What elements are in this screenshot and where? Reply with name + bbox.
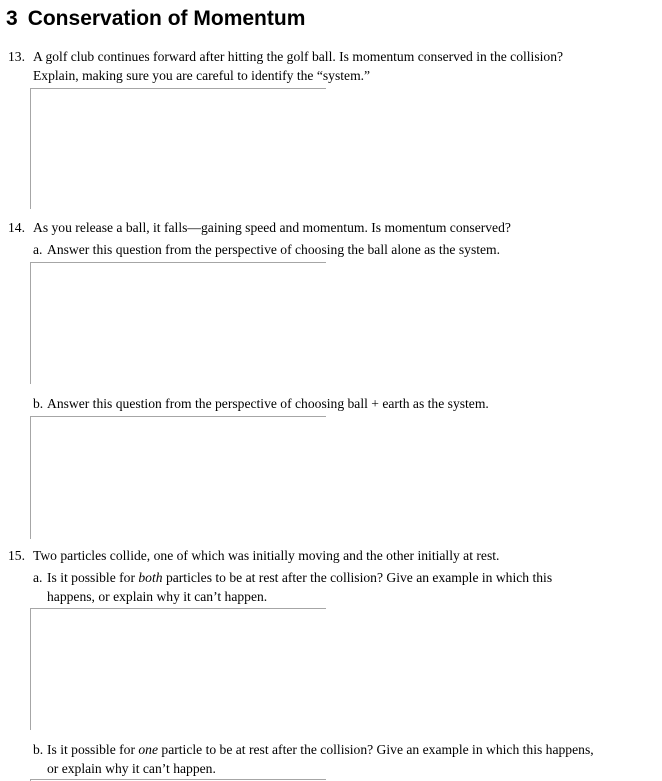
answer-box-14a[interactable] — [30, 262, 326, 384]
question-14a-label: a. — [33, 242, 43, 257]
question-15b-text-start: Is it possible for — [47, 742, 139, 757]
question-15a-text-start: Is it possible for — [47, 570, 139, 585]
question-13-line-2: Explain, making sure you are careful to identify the “system.” — [33, 68, 371, 83]
question-15a-label: a. — [33, 570, 43, 585]
question-14-prompt: As you release a ball, it falls—gaining speed and momentum. Is momentum conserved? — [33, 220, 511, 235]
section-number: 3 — [6, 7, 18, 30]
question-14b-label: b. — [33, 396, 44, 411]
question-15a-text-end: particles to be at rest after the collision? Give an example in which this — [162, 570, 553, 585]
question-15-number: 15. — [8, 548, 25, 563]
section-title-text: Conservation of Momentum — [27, 7, 306, 30]
question-14-line — [8, 219, 511, 237]
question-15a-line-2: happens, or explain why it can’t happen. — [47, 589, 268, 604]
question-15a-line-1 — [33, 569, 553, 587]
answer-box-14b[interactable] — [30, 416, 326, 539]
question-13-line-1 — [8, 48, 564, 66]
question-13-number: 13. — [8, 49, 25, 64]
question-15-prompt: Two particles collide, one of which was initially moving and the other initially at rest. — [33, 548, 500, 563]
question-15b-line-1 — [33, 741, 594, 759]
question-15b-label: b. — [33, 742, 44, 757]
question-15b-line-2: or explain why it can’t happen. — [47, 761, 216, 776]
answer-box-15a[interactable] — [30, 608, 326, 730]
question-14a-line — [33, 241, 501, 259]
question-14b-line — [33, 395, 489, 413]
question-15-line — [8, 547, 500, 565]
question-15b-text-1 — [47, 741, 594, 759]
question-14b-text: Answer this question from the perspective of choosing ball + earth as the system. — [47, 396, 489, 411]
question-13-text-1: A golf club continues forward after hitting the golf ball. Is momentum conserved in the collision? — [33, 49, 564, 64]
question-14a-text: Answer this question from the perspective of choosing the ball alone as the system. — [47, 242, 501, 257]
section-title — [6, 6, 305, 32]
question-15a-emphasis: both — [138, 570, 163, 585]
question-15a-text-1 — [47, 569, 552, 587]
answer-box-13[interactable] — [30, 88, 326, 209]
question-15b-text-end: particle to be at rest after the collision? Give an example in which this happens, — [158, 742, 594, 757]
question-15b-emphasis: one — [138, 742, 159, 757]
question-14-number: 14. — [8, 220, 25, 235]
